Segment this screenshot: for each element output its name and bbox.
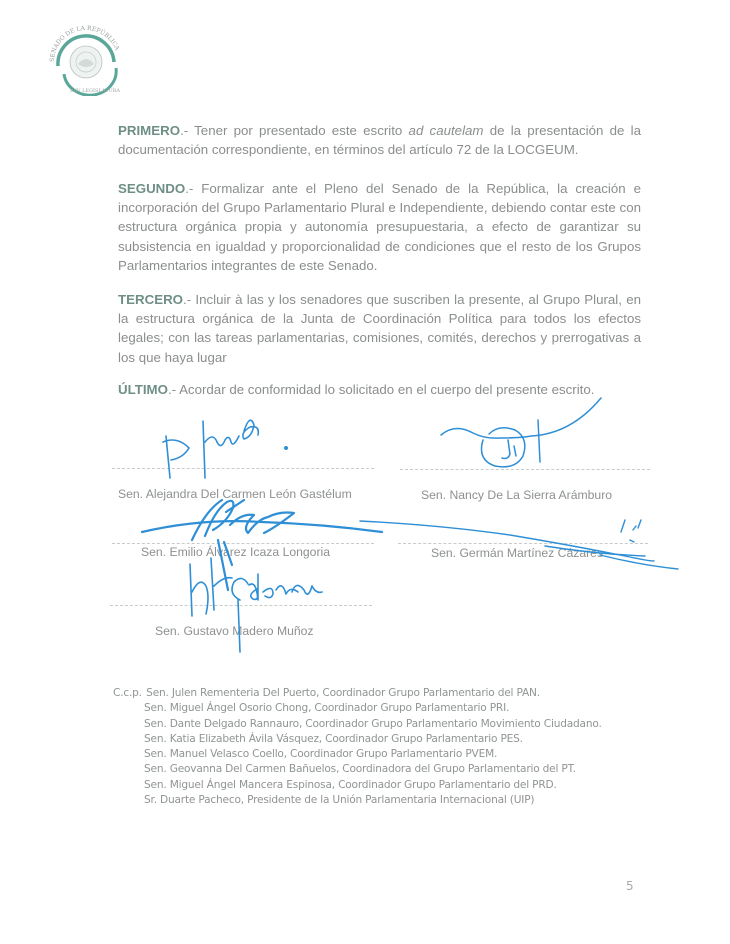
- signature-german-martinez: [360, 520, 678, 569]
- ccp-recipient: Sen. Miguel Ángel Mancera Espinosa, Coordinador Grupo Parlamentario del PRD.: [144, 778, 557, 791]
- ccp-row: [113, 747, 602, 762]
- page-number: 5: [626, 879, 634, 893]
- ccp-row: [113, 778, 602, 793]
- ccp-row: [113, 717, 602, 732]
- ccp-recipient: Sen. Miguel Ángel Osorio Chong, Coordinador Grupo Parlamentario PRI.: [144, 702, 510, 715]
- svg-text:LXV LEGISLATURA: LXV LEGISLATURA: [70, 88, 121, 94]
- senate-seal-logo: [44, 22, 128, 96]
- ccp-row: [113, 793, 602, 808]
- signature-nancy-sierra: [441, 398, 601, 467]
- signatory-name: Sen. Gustavo Madero Muñoz: [155, 624, 314, 638]
- ccp-recipient: Sen. Manuel Velasco Coello, Coordinador Grupo Parlamentario PVEM.: [144, 748, 498, 761]
- ccp-recipient: Sen. Geovanna Del Carmen Bañuelos, Coordinadora del Grupo Parlamentario del PT.: [144, 763, 576, 776]
- signatory-name: Sen. Emilio Álvarez Icaza Longoria: [141, 545, 331, 559]
- signatory-name: Sen. Alejandra Del Carmen León Gastélum: [118, 487, 352, 501]
- ccp-row: [113, 762, 602, 777]
- resolution-ultimo: ÚLTIMO.- Acordar de conformidad lo solicitado en el cuerpo del presente escrito.: [118, 382, 595, 397]
- signature-line: [400, 469, 650, 470]
- carbon-copy-list: [113, 686, 602, 808]
- signature-line: [398, 543, 648, 544]
- signature-alejandra-leon: [163, 420, 287, 478]
- ccp-recipient: Sr. Duarte Pacheco, Presidente de la Unión Parlamentaria Internacional (UIP): [144, 794, 535, 807]
- resolution-tercero: TERCERO.- Incluir à las y los senadores que suscriben la presente, al Grupo Plural, en la estructura orgánica de la Junta de Coordinación Política para todos los efectos legales; con las tareas parlamentarias, comisiones, comités, derechos y prerrogativas a los que haya lugar: [118, 292, 641, 365]
- ccp-row: [113, 732, 602, 747]
- resolution-primero: PRIMERO.- Tener por presentado este escrito ad cautelam de la presentación de la documentación correspondiente, en términos del artículo 72 de la LOCGEUM.: [118, 123, 641, 158]
- signatory-name: Sen. Germán Martínez Cázares: [431, 546, 604, 560]
- ccp-row: [113, 701, 602, 716]
- signature-line: [112, 468, 374, 469]
- signature-line: [112, 543, 374, 544]
- ccp-recipient: Sen. Julen Rementeria Del Puerto, Coordinador Grupo Parlamentario del PAN.: [146, 687, 540, 699]
- svg-text:SENADO DE LA REPÚBLICA: SENADO DE LA REPÚBLICA: [48, 24, 121, 63]
- resolution-segundo: SEGUNDO.- Formalizar ante el Pleno del Senado de la República, la creación e incorporación del Grupo Parlamentario Plural e Independiente, debiendo contar este con estructura orgánica propia y autonomía presupuestaria, a efecto de garantizar su subsistencia en igualdad y proporcionalidad de condiciones que el resto de los Grupos Parlamentarios integrantes de este Senado.: [118, 181, 641, 273]
- signature-line: [110, 605, 372, 606]
- ccp-recipient: Sen. Dante Delgado Rannauro, Coordinador Grupo Parlamentario Movimiento Ciudadano.: [144, 717, 602, 730]
- ccp-recipient: Sen. Katia Elizabeth Ávila Vásquez, Coordinador Grupo Parlamentario PES.: [144, 732, 523, 745]
- signatory-name: Sen. Nancy De La Sierra Arámburo: [421, 488, 613, 502]
- ccp-row: C.c.p. Sen. Julen Rementeria Del Puerto, Coordinador Grupo Parlamentario del PAN.: [113, 687, 540, 699]
